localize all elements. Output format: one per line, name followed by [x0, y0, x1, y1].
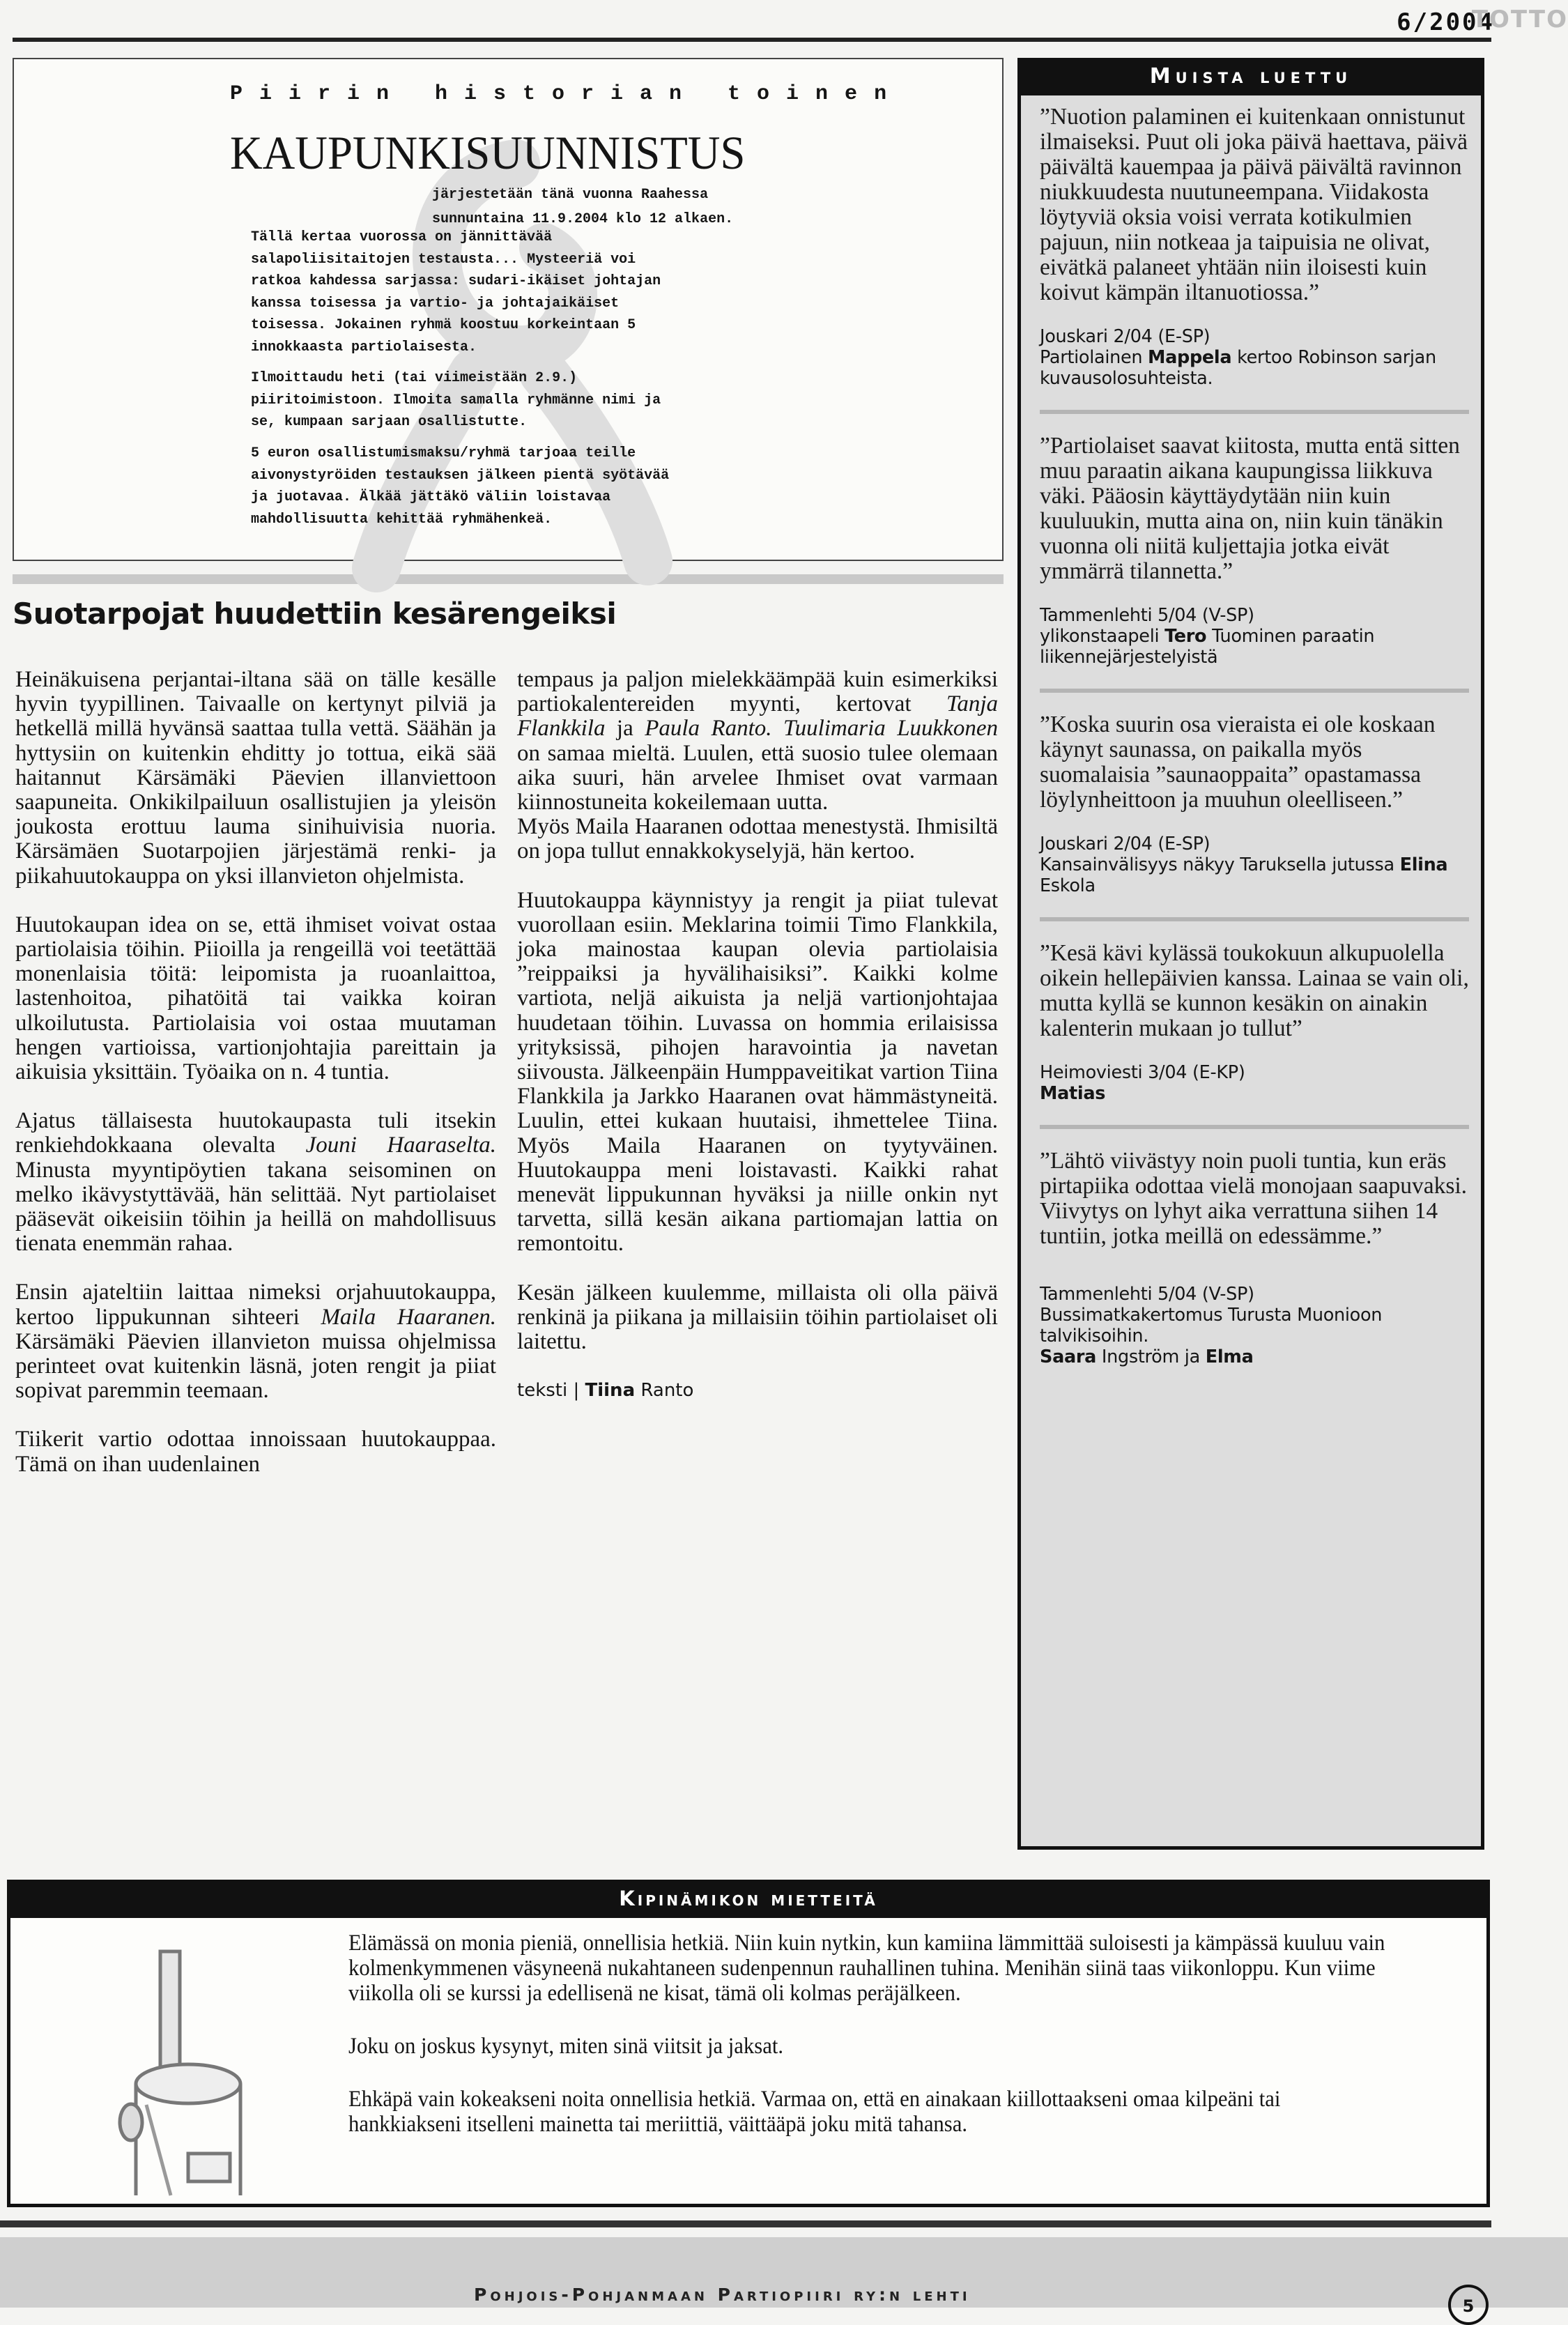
column-box-text — [348, 1931, 1385, 2165]
quote-item — [1040, 105, 1469, 389]
ad-paragraph — [251, 443, 808, 530]
ad-when-line: sunnuntaina 11.9.2004 klo 12 alkaen. — [432, 211, 734, 227]
person-name: Maila Haaranen. — [321, 1304, 497, 1330]
ad-when-line: järjestetään tänä vuonna Raahessa — [432, 187, 709, 203]
author-first-name: Tiina — [585, 1380, 636, 1402]
quote-text: ”Kesä kävi kylässä toukokuun alkupuolella oikein hellepäivien kanssa. Lainaa se vain oli, mutta kyllä se kunnon kesäkin on ainakin kalenterin mukaan jo tullut” — [1040, 940, 1469, 1041]
quote-text: ”Nuotion palaminen ei kuitenkaan onnistunut ilmaiseksi. Puut oli joka päivä haettava, päivä päivältä kauempaa ja päivä päivältä ravinnon niukkuudesta nuutuneempana. Viidakosta löytyviä oksia voisi verrata kotikulmien pajuun, niin notkeaa ja taipuisia ne olivat, eivätkä palaneet yhtään niin iloisesti kuin koivut kämpän iltanuotiossa.” — [1040, 104, 1468, 305]
person-name: Tanja Flankkila — [517, 691, 998, 742]
issue-number: 6/2004 — [1397, 8, 1495, 36]
quote-item — [1040, 433, 1469, 668]
sidebar-content — [1040, 105, 1469, 1367]
stove-icon — [105, 1944, 258, 2209]
ad-line: kanssa toisessa ja vartio- ja johtajaikäiset — [251, 295, 620, 312]
sidebar-title: Muista luettu — [1017, 58, 1484, 95]
article-paragraph: Ensin ajateltiin laittaa nimeksi orjahuutokauppa, kertoo lippukunnan sihteeri Maila Haaranen. Kärsämäki Päevien illanvieton muissa ohjelmissa perinteet ovat kuitenkin läsnä, joten rengit ja piiat sopivat paremmin teemaan. — [15, 1280, 497, 1404]
quote-text: ”Partiolaiset saavat kiitosta, mutta entä sitten muu paraatin aikana kaupungissa liikkuva väki. Pääosin käyttäydytään niin kuin kuuluukin, mutta aina on, niin kuin tänäkin vuonna oli niitä kuljettajia jotka eivät ymmärrä tilannetta.” — [1040, 433, 1460, 584]
quote-source: Tammenlehti 5/04 (V-SP) Bussimatkakertomus Turusta Muonioon talvikisoihin. Saara Ingström ja Elma — [1040, 1284, 1383, 1367]
author-last-name: Ranto — [635, 1380, 694, 1402]
person-name: Tuulimaria Luukkonen — [783, 716, 998, 742]
quote-source: Jouskari 2/04 (E-SP) Partiolainen Mappela kertoo Robinson sarjan kuvausolosuhteista. — [1040, 326, 1436, 389]
ad-line: innokkaasta partiolaisesta. — [251, 339, 477, 355]
quote-item — [1040, 712, 1469, 896]
quote-text: ”Koska suurin osa vieraista ei ole koskaan käynyt saunassa, on paikalla myös suomalaisia ”saunaoppaita” opastamassa löylynheittoon ja muuhun oleelliseen.” — [1040, 712, 1436, 813]
ad-paragraph — [251, 227, 808, 358]
person-name: Jouni Haaraselta. — [305, 1133, 496, 1158]
column-paragraph: Elämässä on monia pieniä, onnellisia hetkiä. Niin kuin nytkin, kun kamiina lämmittää suloisesti ja kämpässä kuuluu vain kolmenkymmenen väsyneenä nukahtaneen sudenpennun rauhallinen tuhina. Menihän siinä taas viikonloppu. Kun viime viikolla oli se kurssi ja edellisenä ne kisat, tämä oli kolmas peräjälkeen. — [348, 1931, 1385, 2006]
quote-source: Tammenlehti 5/04 (V-SP) ylikonstaapeli Tero Tuominen paraatin liikennejärjestelyistä — [1040, 605, 1375, 668]
byline: teksti | Tiina Ranto — [517, 1380, 694, 1402]
publisher-name: Pohjois-Pohjanmaan Partiopiiri ry:n lehti — [474, 2285, 971, 2305]
ad-kicker: Piirin historian toinen — [230, 82, 904, 106]
ad-line: toisessa. Jokainen ryhmä koostuu korkeintaan 5 — [251, 317, 636, 333]
ad-when — [432, 183, 733, 231]
divider — [1040, 410, 1469, 414]
quote-item — [1040, 941, 1469, 1104]
article-paragraph: Tiikerit vartio odottaa innoissaan huutokauppaa. Tämä on ihan uudenlainen — [15, 1427, 496, 1477]
ad-line: piiritoimistoon. Ilmoita samalla ryhmänne nimi ja — [251, 392, 661, 408]
article-paragraph: tempaus ja paljon mielekkäämpää kuin esimerkiksi partiokalentereiden myynti, kertovat Tanja Flankkila ja Paula Ranto. Tuulimaria Luukkonen on samaa mieltä. Luulen, että suosio tulee olemaan aika suuri, hän arvelee Ihmiset ovat varmaan kiinnostuneita kokeilemaan uutta. — [517, 667, 998, 815]
article-paragraph: Huutokauppa käynnistyy ja rengit ja piiat tulevat vuorollaan esiin. Meklarina toimii Timo Flankkila, joka mainostaa kaupan olevia partiolaisia ”reippaiksi ja hyvälihaisiksi”. Kaikki kolme vartiota, neljä aikuista ja neljä vartionjohtajaa huudetaan töihin. Luvassa on hommia erilaisissa yrityksissä, pihojen haravointia ja navetan siivousta. Jälkeenpäin Humppaveitikat vartion Tiina Flankkila ja Jarkko Haaranen ovat hämmästyneitä. Luulin, ettei kukaan huutaisi, ihmettelee Tiina. Myös Maila Haaranen on tyytyväinen. Huutokauppa meni loistavasti. Kaikki rahat menevät lippukunnan hyväksi ja niille onkin nyt tarvetta, sillä kesän aikana partiomajan lattia on remontoitu. — [517, 887, 998, 1257]
quote-source: Heimoviesti 3/04 (E-KP) Matias — [1040, 1062, 1245, 1104]
ad-line: mahdollisuutta kehittää ryhmähenkeä. — [251, 511, 553, 528]
footer-rule — [0, 2220, 1491, 2227]
ad-line: ja juotavaa. Älkää jättäkö väliin loistavaa — [251, 489, 611, 505]
divider — [1040, 917, 1469, 921]
article-paragraph: Heinäkuisena perjantai-iltana sää on tälle kesälle hyvin tyypillinen. Taivaalle on kertynyt pilviä ja hetkellä millä hyvänsä saattaa tulla vettä. Säähän ja hyttysiin on kuitenkin ehditty jo tottua, eikä sää haitannut Kärsämäki Päevien illanviettoon saapuneita. Onkikilpailuun osallistujien ja yleisön joukosta erottuu lauma sinihuivisia nuoria. Kärsämäen Suotarpojien järjestämä renki- ja piikahuutokauppa on yksi illanvieton ohjelmista. — [15, 667, 496, 889]
page-number: 5 — [1448, 2285, 1489, 2325]
top-rule — [13, 38, 1491, 42]
divider — [1040, 1125, 1469, 1129]
ad-line: ratkoa kahdessa sarjassa: sudari-ikäiset johtajan — [251, 273, 661, 289]
ad-line: salapoliisitaitojen testausta... Mysteeriä voi — [251, 251, 636, 268]
ad-line: Tällä kertaa vuorossa on jännittävää — [251, 229, 553, 245]
magazine-name: TOTTO — [1471, 6, 1568, 33]
ad-paragraph — [251, 367, 808, 433]
ad-line: se, kumpaan sarjaan osallistutte. — [251, 414, 528, 430]
article-paragraph: Myös Maila Haaranen odottaa menestystä. Ihmisiltä on jopa tullut ennakkokyselyjä, hän kertoo. — [517, 814, 998, 864]
column-paragraph: Joku on joskus kysynyt, miten sinä viitsit ja jaksat. — [348, 2034, 784, 2059]
person-name: Paula Ranto. — [645, 716, 772, 742]
article-paragraph: Huutokaupan idea on se, että ihmiset voivat ostaa partiolaisia töihin. Piioilla ja rengeillä voi teetättää monenlaisia töitä: leipomista ja ruoanlaittoa, lastenhoitoa, pihatöitä tai vaikka koiran ulkoilutusta. Partiolaisia voi ostaa muutaman hengen vartioissa, vartionjohtajia pareittain ja aikuisia yksittäin. Työaika on n. 4 tuntia. — [15, 912, 496, 1085]
column-paragraph: Ehkäpä vain kokeakseni noita onnellisia hetkiä. Varmaa on, että en ainakaan kiillottaakseni omaa kilpeäni tai hankkiakseni itselleni mainetta tai meriittiä, väittääpä joku mitä tahansa. — [348, 2087, 1281, 2137]
ad-title: KAUPUNKISUUNNISTUS — [230, 126, 746, 179]
article-paragraph: Ajatus tällaisesta huutokaupasta tuli itsekin renkiehdokkaana olevalta Jouni Haaraselta. Minusta myyntipöytien takana seisominen on melko ikävystyttävää, hän selittää. Nyt partiolaiset pääsevät oikeisiin töihin ja heillä on mahdollisuus tienata enemmän rahaa. — [15, 1108, 496, 1257]
article-paragraph: Kesän jälkeen kuulemme, millaista oli olla päivä renkinä ja piikana ja millaisiin töihin partiolaiset oli laitettu. — [517, 1280, 998, 1355]
divider — [1040, 689, 1469, 693]
quote-text: ”Lähtö viivästyy noin puoli tuntia, kun eräs pirtapiika odottaa vielä monojaan saapuvaksi. Viivytys on lyhyt aika verrattuna siihen 14 tuntiin, jotka meillä on edessämme.” — [1040, 1148, 1468, 1249]
quote-item — [1040, 1149, 1469, 1367]
ad-line: 5 euron osallistumismaksu/ryhmä tarjoaa teille — [251, 445, 636, 461]
article-headline: Suotarpojat huudettiin kesärengeiksi — [13, 597, 617, 631]
ad-line: aivonystyröiden testauksen jälkeen pientä syötävää — [251, 467, 670, 484]
quote-source: Jouskari 2/04 (E-SP) Kansainvälisyys näkyy Taruksella jutussa Elina Eskola — [1040, 834, 1448, 896]
ad-line: Ilmoittaudu heti (tai viimeistään 2.9.) — [251, 370, 578, 386]
article-column-2 — [517, 668, 998, 1403]
column-box-title: Kipinämikon mietteitä — [7, 1880, 1490, 1918]
article-column-1 — [15, 668, 496, 1477]
